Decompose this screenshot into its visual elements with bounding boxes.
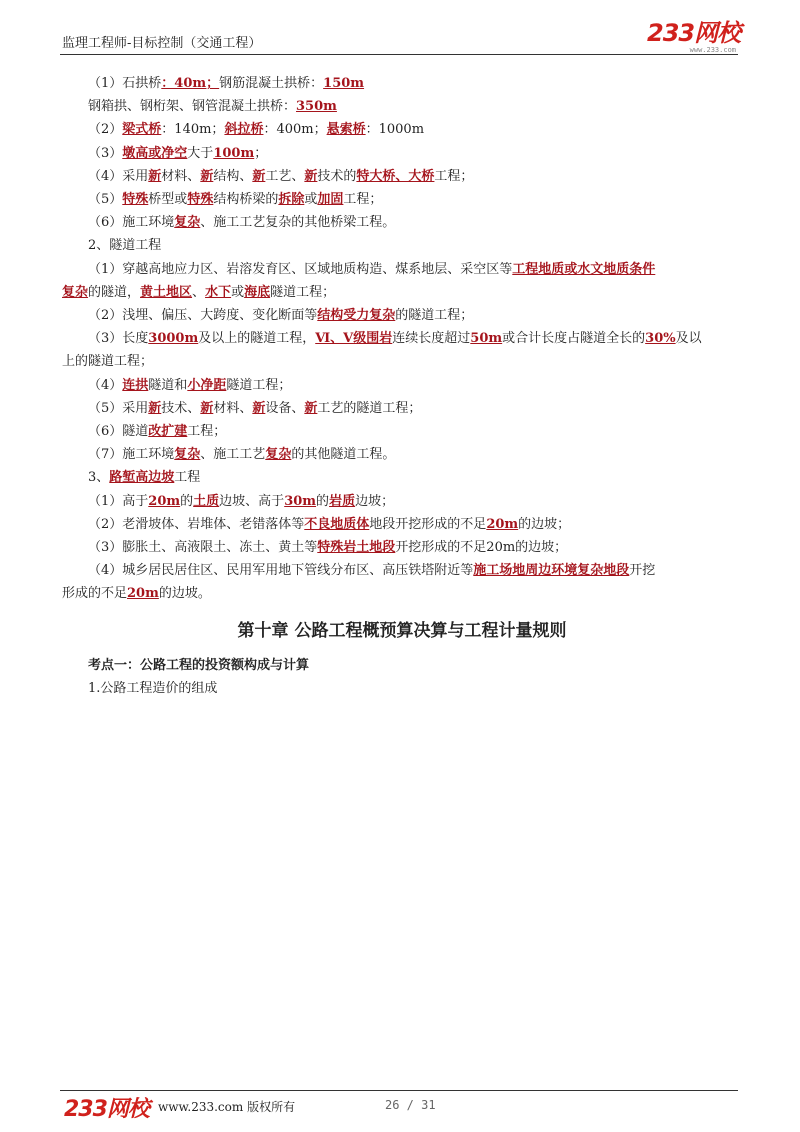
text-segment: 的其他隧道工程。 bbox=[291, 447, 396, 463]
text-line bbox=[62, 234, 742, 257]
text-line bbox=[62, 466, 742, 489]
text-segment: 设备、 bbox=[265, 400, 305, 416]
highlighted-term: 墩高或净空 bbox=[122, 145, 188, 161]
text-segment: 结构、 bbox=[213, 168, 253, 184]
highlighted-term: 新 bbox=[304, 168, 318, 184]
text-segment: 及以 bbox=[675, 331, 702, 347]
highlighted-term: Ⅵ、Ⅴ级围岩 bbox=[315, 331, 393, 347]
highlighted-term: ：40m； bbox=[161, 76, 220, 91]
highlighted-term: 特殊 bbox=[122, 192, 149, 208]
highlighted-term: 350m bbox=[296, 99, 337, 115]
text-line bbox=[62, 443, 742, 466]
text-segment: 3、 bbox=[88, 470, 110, 486]
highlighted-term: 悬索桥 bbox=[326, 122, 366, 138]
text-segment: 工程 bbox=[174, 470, 201, 486]
text-segment: 开挖 bbox=[629, 563, 656, 579]
highlighted-term: 20m bbox=[148, 493, 181, 509]
logo-text: 233网校 bbox=[647, 19, 741, 47]
highlighted-term: 加固 bbox=[317, 192, 344, 208]
highlighted-term: 复杂 bbox=[62, 284, 89, 300]
highlighted-term: 30m bbox=[284, 493, 317, 509]
text-line bbox=[62, 304, 742, 327]
text-segment: 结构桥梁的 bbox=[213, 192, 279, 208]
text-line bbox=[62, 188, 742, 211]
text-line bbox=[62, 95, 742, 118]
highlighted-term: 20m bbox=[127, 586, 159, 602]
highlighted-term: 海底 bbox=[244, 284, 271, 300]
text-line bbox=[62, 420, 742, 443]
text-segment: 或 bbox=[231, 284, 245, 300]
text-segment: 、施工工艺 bbox=[200, 447, 266, 463]
text-segment: 的隧道工程； bbox=[395, 308, 474, 324]
text-line bbox=[62, 118, 742, 141]
highlighted-term: 特大桥、大桥 bbox=[356, 168, 435, 184]
text-segment: 或 bbox=[304, 192, 318, 208]
logo-url: www.233.com bbox=[689, 46, 736, 54]
footer-copyright: www.233.com 版权所有 bbox=[158, 1100, 296, 1114]
header-title: 监理工程师-目标控制（交通工程） bbox=[62, 36, 262, 51]
highlighted-term: 土质 bbox=[193, 493, 220, 509]
text-segment: 技术的 bbox=[317, 168, 357, 184]
text-segment: （3）长度 bbox=[88, 331, 149, 347]
highlighted-term: 新 bbox=[200, 168, 214, 184]
text-line bbox=[62, 72, 742, 95]
site-logo[interactable] bbox=[647, 20, 742, 52]
text-line bbox=[62, 397, 742, 420]
highlighted-term: 斜拉桥 bbox=[224, 122, 264, 138]
highlighted-term: 复杂 bbox=[174, 215, 201, 231]
highlighted-term: 复杂 bbox=[174, 447, 201, 463]
text-line bbox=[62, 165, 742, 188]
text-segment: 边坡； bbox=[355, 493, 395, 509]
highlighted-term: 水下 bbox=[205, 284, 232, 300]
text-segment: （5）采用 bbox=[88, 400, 149, 416]
highlighted-term: 连拱 bbox=[122, 377, 149, 393]
text-segment: 隧道工程； bbox=[226, 377, 292, 393]
text-segment: ； bbox=[254, 145, 268, 161]
section-title: 考点一：公路工程的投资额构成与计算 bbox=[88, 657, 310, 673]
highlighted-term: 100m bbox=[213, 145, 255, 161]
text-segment: （2）老滑坡体、岩堆体、老错落体等 bbox=[88, 516, 305, 532]
text-segment: 的边坡； bbox=[518, 516, 571, 532]
text-segment: 的隧道， bbox=[88, 284, 141, 300]
text-segment: （3） bbox=[88, 145, 123, 161]
text-segment: 、施工工艺复杂的其他桥梁工程。 bbox=[200, 215, 396, 231]
header-divider bbox=[60, 54, 738, 55]
text-segment: ：400m； bbox=[263, 122, 327, 138]
text-line bbox=[62, 327, 742, 350]
text-segment: （1）穿越高地应力区、岩溶发育区、区域地质构造、煤系地层、采空区等 bbox=[88, 261, 513, 277]
highlighted-term: 改扩建 bbox=[148, 424, 188, 440]
text-segment: ：140m； bbox=[161, 122, 225, 138]
text-segment: （7）施工环境 bbox=[88, 447, 175, 463]
highlighted-term: 新 bbox=[148, 168, 162, 184]
text-line bbox=[62, 559, 742, 582]
highlighted-term: 小净距 bbox=[187, 377, 227, 393]
bridge-tunnel-list bbox=[62, 72, 742, 606]
text-segment: 边坡、高于 bbox=[219, 493, 285, 509]
text-segment: 及以上的隧道工程， bbox=[198, 331, 316, 347]
highlighted-term: 梁式桥 bbox=[122, 122, 162, 138]
text-segment: 隧道工程； bbox=[270, 284, 336, 300]
highlighted-term: 150m bbox=[323, 76, 365, 91]
text-segment: ：1000m bbox=[365, 122, 425, 138]
document-body bbox=[62, 72, 742, 700]
highlighted-term: 3000m bbox=[148, 331, 199, 347]
text-segment: 的 bbox=[316, 493, 330, 509]
text-segment: 技术、 bbox=[161, 400, 201, 416]
text-segment: 、 bbox=[192, 284, 206, 300]
text-line bbox=[62, 490, 742, 513]
highlighted-term: 20m bbox=[486, 516, 519, 532]
highlighted-term: 新 bbox=[200, 400, 214, 416]
highlighted-term: 50m bbox=[470, 331, 503, 347]
text-segment: （4）采用 bbox=[88, 168, 149, 184]
text-segment: 桥型或 bbox=[148, 192, 188, 208]
text-segment: （2）浅埋、偏压、大跨度、变化断面等 bbox=[88, 308, 318, 324]
text-segment: （4） bbox=[88, 377, 123, 393]
chapter-title: 第十章 公路工程概预算决算与工程计量规则 bbox=[237, 620, 567, 641]
text-segment: 的 bbox=[180, 493, 194, 509]
text-line bbox=[62, 281, 742, 304]
text-segment: （6）隧道 bbox=[88, 424, 149, 440]
text-segment: 2、隧道工程 bbox=[88, 238, 162, 254]
text-segment: 开挖形成的不足20m的边坡； bbox=[395, 540, 568, 556]
highlighted-term: 特殊 bbox=[187, 192, 214, 208]
text-segment: 工程； bbox=[434, 168, 474, 184]
text-line bbox=[62, 582, 742, 605]
page-number: 26 / 31 bbox=[385, 1098, 436, 1112]
highlighted-term: 30% bbox=[645, 331, 676, 347]
highlighted-term: 拆除 bbox=[278, 192, 305, 208]
highlighted-term: 工程地质或水文地质条件 bbox=[512, 261, 656, 277]
highlighted-term: 新 bbox=[304, 400, 318, 416]
highlighted-term: 新 bbox=[252, 400, 266, 416]
text-segment: （5） bbox=[88, 192, 123, 208]
text-segment: 材料、 bbox=[213, 400, 253, 416]
text-segment: 工艺、 bbox=[265, 168, 305, 184]
text-line bbox=[62, 211, 742, 234]
text-segment: 工艺的隧道工程； bbox=[317, 400, 422, 416]
footer-divider bbox=[60, 1090, 738, 1091]
text-segment: 连续长度超过 bbox=[392, 331, 471, 347]
highlighted-term: 施工场地周边环境复杂地段 bbox=[473, 563, 630, 579]
highlighted-term: 复杂 bbox=[265, 447, 292, 463]
text-segment: 钢箱拱、钢桁架、钢管混凝土拱桥： bbox=[88, 99, 297, 115]
text-line bbox=[62, 536, 742, 559]
text-segment: 材料、 bbox=[161, 168, 201, 184]
text-segment: 钢筋混凝土拱桥： bbox=[219, 76, 324, 91]
text-segment: 形成的不足 bbox=[62, 586, 128, 602]
text-segment: 隧道和 bbox=[148, 377, 188, 393]
text-line bbox=[62, 374, 742, 397]
text-segment: 地段开挖形成的不足 bbox=[369, 516, 487, 532]
text-segment: 工程； bbox=[187, 424, 227, 440]
text-segment: （4）城乡居民居住区、民用军用地下管线分布区、高压铁塔附近等 bbox=[88, 563, 474, 579]
text-segment: （6）施工环境 bbox=[88, 215, 175, 231]
text-segment: 上的隧道工程； bbox=[62, 354, 154, 370]
highlighted-term: 新 bbox=[252, 168, 266, 184]
text-line bbox=[62, 258, 742, 281]
text-line bbox=[62, 142, 742, 165]
highlighted-term: 路堑高边坡 bbox=[109, 470, 175, 486]
text-segment: （3）膨胀土、高液限土、冻土、黄土等 bbox=[88, 540, 318, 556]
subsection-title: 1.公路工程造价的组成 bbox=[88, 680, 218, 696]
text-segment: （1）高于 bbox=[88, 493, 149, 509]
text-segment: 工程； bbox=[343, 192, 383, 208]
highlighted-term: 特殊岩土地段 bbox=[317, 540, 396, 556]
footer-logo[interactable]: 233网校 bbox=[64, 1097, 149, 1122]
highlighted-term: 结构受力复杂 bbox=[317, 308, 396, 324]
highlighted-term: 黄土地区 bbox=[140, 284, 193, 300]
text-segment: 的边坡。 bbox=[158, 586, 211, 602]
text-segment: 或合计长度占隧道全长的 bbox=[502, 331, 646, 347]
highlighted-term: 不良地质体 bbox=[304, 516, 370, 532]
text-segment: （1）石拱桥 bbox=[88, 76, 162, 91]
text-segment: 大于 bbox=[187, 145, 214, 161]
text-line bbox=[62, 513, 742, 536]
text-segment: （2） bbox=[88, 122, 123, 138]
highlighted-term: 新 bbox=[148, 400, 162, 416]
text-line bbox=[62, 350, 742, 373]
highlighted-term: 岩质 bbox=[329, 493, 356, 509]
